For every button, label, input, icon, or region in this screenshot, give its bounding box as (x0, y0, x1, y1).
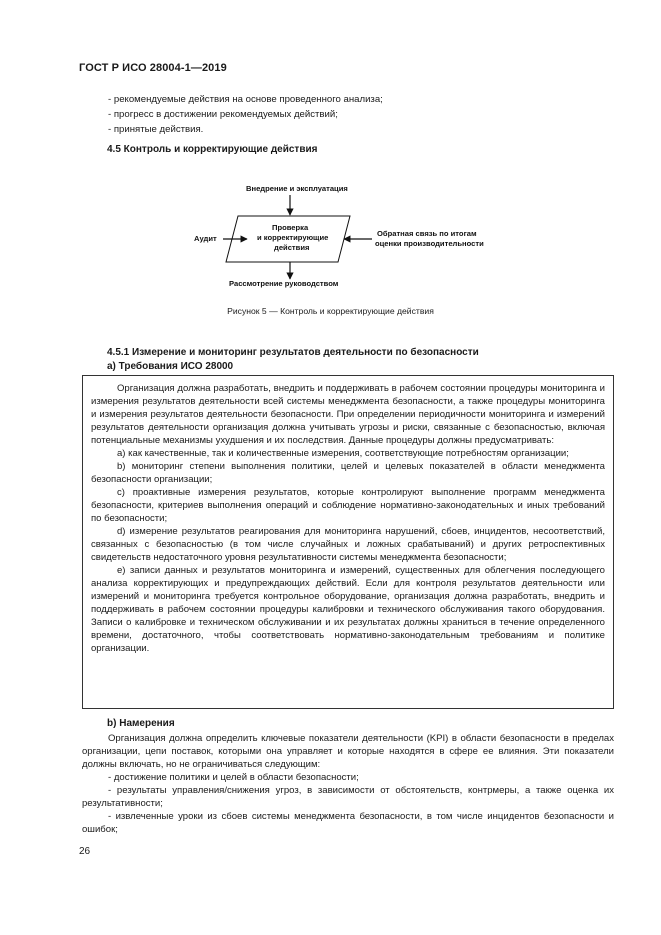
figure-right-line-1: Обратная связь по итогам (377, 229, 477, 238)
page-number: 26 (79, 846, 91, 857)
requirement-item-a: а) как качественные, так и количественные измерения, соответствующие потребностям организации; (117, 448, 569, 459)
section-heading-4-5: 4.5 Контроль и корректирующие действия (107, 144, 318, 155)
requirement-item-c: c) проактивные измерения результатов, которые контролируют выполнение программ менеджмента безопасности, критериев выполнения операций и соблюдение нормативно-законодательных и иных требований по безопасности; (91, 487, 605, 524)
figure-caption: Рисунок 5 — Контроль и корректирующие действия (227, 306, 434, 316)
intro-bullet-list (108, 92, 608, 137)
list-item: - прогресс в достижении рекомендуемых действий; (108, 109, 338, 120)
requirements-intro: Организация должна разработать, внедрить и поддерживать в рабочем состоянии процедуры мониторинга и измерения результатов деятельности всей системы менеджмента безопасности, а также процедуры мониторинга и измерения результатов деятельности безопасности. При определении периодичности мониторинга и измерений результатов деятельности организация должна учитывать угрозы и риски, связанные с безопасностью, включая потенциальные механизмы ухудшения и их последствия. Данные процедуры должны предусматривать: (91, 383, 605, 446)
figure-right-line-2: оценки производительности (375, 239, 484, 248)
document-code-header: ГОСТ Р ИСО 28004-1—2019 (79, 62, 227, 74)
figure-label-left: Аудит (194, 234, 217, 243)
requirement-item-b: b) мониторинг степени выполнения политики, целей и целевых показателей в области менеджмента безопасности организации; (91, 461, 605, 485)
list-item: - принятые действия. (108, 124, 204, 135)
list-item: - результаты управления/снижения угроз, в зависимости от обстоятельств, контрмеры, а также оценка их результативности; (82, 785, 614, 809)
list-item: - достижение политики и целей в области безопасности; (108, 772, 359, 783)
requirement-item-d: d) измерение результатов реагирования для мониторинга нарушений, сбоев, инцидентов, несоответствий, связанных с безопасностью (в том числе случайных и ложных срабатываний) и других ретроспективных свидетельств недостаточного уровня результативности системы менеджмента безопасности; (91, 526, 605, 563)
section-heading-4-5-1: 4.5.1 Измерение и мониторинг результатов деятельности по безопасности (107, 347, 479, 358)
requirement-item-e: e) записи данных и результатов мониторинга и измерений, существенных для облегчения последующего анализа корректирующих и предупреждающих действий. Если для контроля результатов деятельности или измерений и мониторинга требуется контрольное оборудование, организация должна разработать, внедрить и поддерживать в рабочем состоянии процедуры калибровки и технического обслуживания такого оборудования. Записи о калибровке и техническом обслуживании и их результатах должны храниться в течение определенного времени, достаточного, чтобы соответствовать нормативно-законодательным требованиям и политике организации. (91, 565, 605, 654)
intentions-paragraph: Организация должна определить ключевые показатели деятельности (KPI) в области безопасности в пределах организации, цепи поставок, которыми она управляет и которые находятся в сфере ее влияния. Эти показатели должны включать, но не ограничиваться следующим: (82, 733, 614, 770)
figure-center-line-2: и корректирующие (257, 233, 329, 242)
list-item: - извлеченные уроки из сбоев системы менеджмента безопасности, в том числе инцидентов безопасности и ошибок; (82, 811, 614, 835)
intentions-body (82, 732, 614, 836)
subheading-intentions: b) Намерения (107, 718, 175, 729)
figure-label-bottom: Рассмотрение руководством (229, 279, 339, 288)
figure-label-top: Внедрение и эксплуатация (246, 184, 348, 193)
figure-center-line-3: действия (274, 243, 310, 252)
control-actions-diagram (180, 178, 520, 298)
list-item: - рекомендуемые действия на основе проведенного анализа; (108, 94, 383, 105)
iso-requirements-box (82, 375, 614, 709)
figure-center-line-1: Проверка (272, 223, 309, 232)
subheading-iso-requirements: а) Требования ИСО 28000 (107, 361, 234, 372)
